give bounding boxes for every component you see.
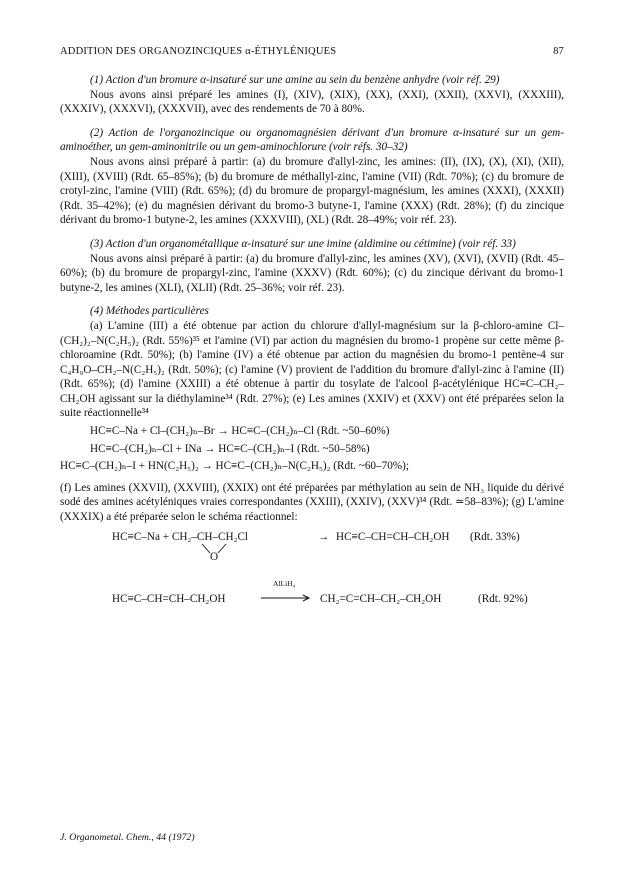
section-2-body: Nous avons ainsi préparé à partir: (a) du bromure d'allyl-zinc, les amines: (II), (IX), (X), (XI), (XII), (XIII), (XVIII) (Rdt. 65–85%); (b) du bromure de méthallyl-zinc, l'amine (VII) (Rdt. 70%); (c) du bromure de crotyl-zinc, l'amine (VIII) (Rdt. 65%); (d) du bromure de propargyl-magnésium, les amines (XXXI), (XXXII) (Rdt. 35–42%); (e) du magnésien dérivant du bromo-3 butyne-1, l'amine (XXX) (Rdt. 28%); (f) du zincique dérivant du bromo-1 butyne-2, les amines (XXXVIII), (XL) (Rdt. 28–49%; voir réf. 23). bbox=[60, 155, 564, 227]
journal-footer: J. Organometal. Chem., 44 (1972) bbox=[60, 832, 195, 843]
section-3-heading: (3) Action d'un organométallique α-insaturé sur une imine (aldimine ou cétimine) (voir réf. 33) bbox=[90, 237, 516, 250]
section-4-heading: (4) Méthodes particulières bbox=[90, 305, 209, 318]
paragraph-f: (f) Les amines (XXVII), (XXVIII), (XXIX) ont été préparées par méthylation au sein de NH₃ liquide du dérivé sodé des amines acétyléniques vraies correspondantes (XXIII), (XXIV), (XXV)³⁴ (Rdt. ≃58–83%); (g) L'amine (XXXIX) a été préparée selon le schéma réactionnel: bbox=[60, 481, 564, 524]
running-title: ADDITION DES ORGANOZINCIQUES α-ÉTHYLÉNIQUES bbox=[60, 46, 337, 57]
scheme-1-arrow: → bbox=[318, 530, 330, 543]
section-2-heading: (2) Action de l'organozincique ou organomagnésien dérivant d'un bromure α-insaturé sur un gem-aminoéther, un gem-aminonitrile ou un gem-aminochlorure (voir réfs. 30–32) bbox=[60, 126, 564, 154]
scheme-2-reactant: HC≡C–CH=CH–CH₂OH bbox=[112, 592, 226, 605]
epoxide-oxygen: O bbox=[210, 550, 219, 563]
page bbox=[60, 46, 564, 615]
scheme-2-product: CH₂=C=CH–CH₂–CH₂OH bbox=[320, 592, 442, 605]
section-4-body: (a) L'amine (III) a été obtenue par action du chlorure d'allyl-magnésium sur la β-chloro-amine Cl–(CH₂)₂–N(C₂H₅)₂ (Rdt. 55%)³⁵ et l'amine (VI) par action du magnésien du bromo-1 propène sur cette même β-chloroamine (Rdt. 50%); (b) l'amine (IV) a été obtenue par action du magnésien du bromo-1 pentène-4 sur C₄H₉O–CH₂–N(C₂H₅)₂ (Rdt. 50%); (c) l'amine (V) provient de l'addition du bromure d'allyl-zinc à l'amine (II) (Rdt. 65%); (d) l'amine (XXIII) a été obtenue à partir du tosylate de l'alcool β-acétylénique HC≡C–CH₂–CH₂OH agissant sur la diéthylamine³⁴ (Rdt. 27%); (e) Les amines (XXIV) et (XXV) ont été préparées selon la suite réactionnelle³⁴ bbox=[60, 319, 564, 420]
running-header bbox=[60, 46, 564, 57]
equation-2: HC≡C–(CH₂)ₙ–Cl + INa → HC≡C–(CH₂)ₙ–I (Rdt. ~50–58%) bbox=[90, 442, 370, 455]
section-1-heading: (1) Action d'un bromure α-insaturé sur une amine au sein du benzène anhydre (voir réf. 29) bbox=[90, 74, 500, 86]
scheme-2-yield: (Rdt. 92%) bbox=[478, 592, 528, 605]
equation-3: HC≡C–(CH₂)ₙ–I + HN(C₂H₅)₂ → HC≡C–(CH₂)ₙ–N(C₂H₅)₂ (Rdt. ~60–70%); bbox=[60, 460, 409, 473]
page-number: 87 bbox=[553, 46, 564, 57]
scheme-2-arrow bbox=[260, 593, 314, 603]
scheme-1-product: HC≡C–CH=CH–CH₂OH bbox=[336, 530, 450, 543]
scheme-1-yield: (Rdt. 33%) bbox=[470, 530, 520, 543]
scheme-2-reagent: AlLiH₄ bbox=[273, 578, 296, 588]
reaction-scheme-1 bbox=[60, 529, 564, 575]
section-1-body: Nous avons ainsi préparé les amines (I), (XIV), (XIX), (XX), (XXI), (XXII), (XXVI), (XXXIII), (XXXIV), (XXXVI), (XXXVII), avec des rendements de 70 à 80%. bbox=[60, 88, 564, 116]
scheme-1-reactants: HC≡C–Na + CH₂–CH–CH₂Cl bbox=[112, 530, 249, 543]
reaction-scheme-2 bbox=[60, 579, 564, 615]
epoxide-bonds bbox=[188, 543, 238, 557]
section-3-body: Nous avons ainsi préparé à partir: (a) du bromure d'allyl-zinc, les amines (XV), (XVI), (XVII) (Rdt. 45–60%); (b) du bromure de propargyl-zinc, l'amine (XXXV) (Rdt. 60%); (c) du zincique dérivant du bromo-1 butyne-2, les amines (XLI), (XLII) (Rdt. 25–36%; voir réf. 23). bbox=[60, 252, 564, 294]
equation-1: HC≡C–Na + Cl–(CH₂)ₙ–Br → HC≡C–(CH₂)ₙ–Cl (Rdt. ~50–60%) bbox=[90, 425, 390, 438]
